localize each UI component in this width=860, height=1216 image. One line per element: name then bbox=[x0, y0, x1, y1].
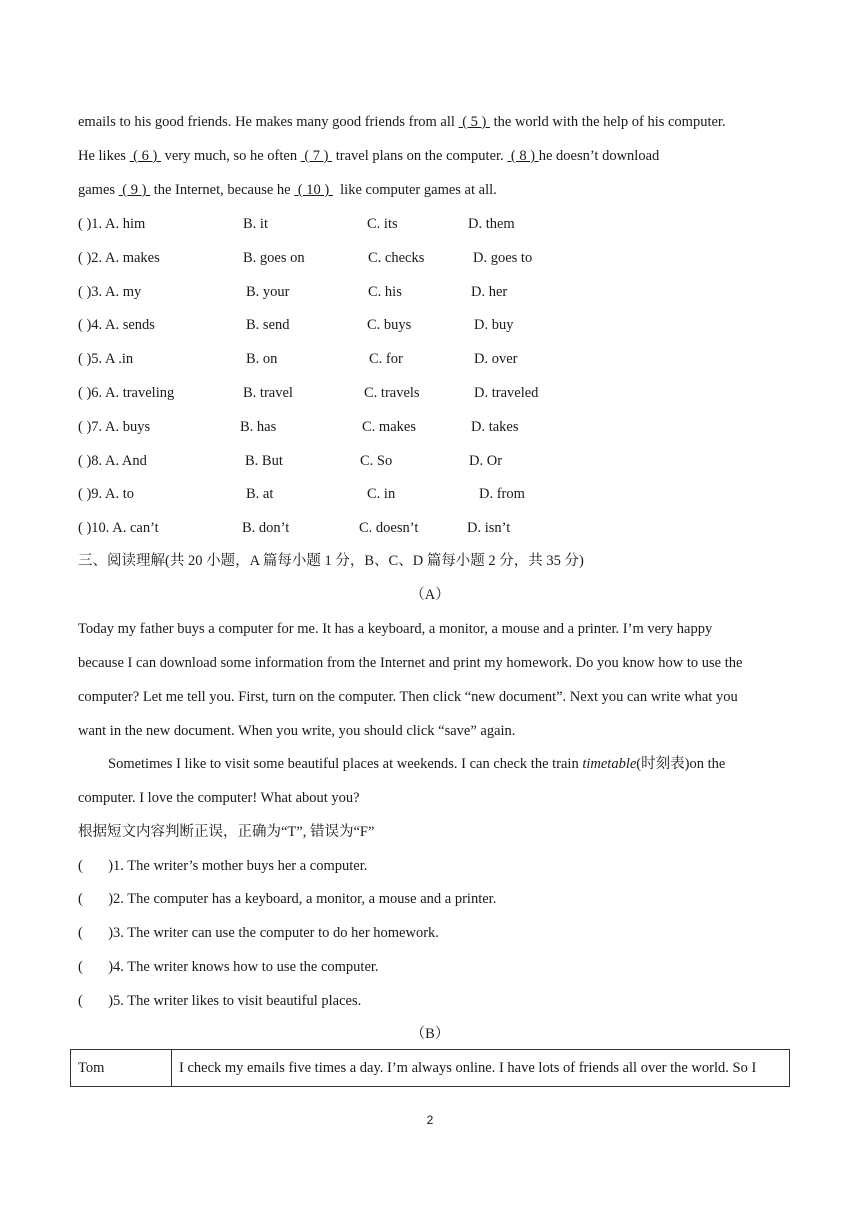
option-c: C. checks bbox=[368, 250, 425, 266]
para1-line-4: want in the new document. When you write, you should click “save” again. bbox=[78, 723, 516, 739]
text: the Internet, because he bbox=[150, 182, 295, 198]
text: very much, so he often bbox=[160, 148, 301, 164]
option-c: C. in bbox=[367, 486, 396, 502]
text: the world with the help of his computer. bbox=[489, 114, 726, 130]
option-d: D. isn’t bbox=[467, 520, 511, 536]
option-d: D. goes to bbox=[473, 250, 533, 266]
question-text: ( )7. A. buys bbox=[78, 419, 151, 435]
question-text: ( )10. A. can’t bbox=[78, 520, 159, 536]
option-d: D. over bbox=[474, 351, 518, 367]
option-d: D. buy bbox=[474, 317, 514, 333]
italic-word: timetable bbox=[582, 756, 637, 772]
para1-line-3: computer? Let me tell you. First, turn on the computer. Then click “new document”. Next you can write what you bbox=[78, 689, 738, 705]
question-text: ( )8. A. And bbox=[78, 453, 147, 469]
option-d: D. Or bbox=[469, 453, 503, 469]
option-b: B. But bbox=[245, 453, 283, 469]
text: Sometimes I like to visit some beautiful places at weekends. I can check the train bbox=[108, 756, 583, 772]
cloze-question-1 bbox=[78, 214, 778, 234]
option-b: B. has bbox=[240, 419, 277, 435]
passage-line-3 bbox=[78, 180, 497, 200]
tf-question-5: ( )5. The writer likes to visit beautiful places. bbox=[78, 993, 362, 1009]
text: He likes bbox=[78, 148, 130, 164]
option-b: B. goes on bbox=[243, 250, 305, 266]
option-c: C. for bbox=[369, 351, 403, 367]
para1-line-1: Today my father buys a computer for me. It has a keyboard, a monitor, a mouse and a printer. I’m very happy bbox=[78, 621, 713, 637]
tf-question-3: ( )3. The writer can use the computer to do her homework. bbox=[78, 925, 439, 941]
blank-7: ( 7 ) bbox=[300, 148, 333, 164]
cloze-question-7 bbox=[78, 417, 778, 437]
passage-line-2 bbox=[78, 146, 659, 166]
option-c: C. his bbox=[368, 284, 402, 300]
table-cell-name: Tom bbox=[71, 1050, 172, 1087]
option-c: C. buys bbox=[367, 317, 412, 333]
question-text: ( )9. A. to bbox=[78, 486, 134, 502]
question-text: ( )6. A. traveling bbox=[78, 385, 175, 401]
option-c: C. makes bbox=[362, 419, 416, 435]
cloze-question-5 bbox=[78, 349, 778, 369]
blank-8: ( 8 ) bbox=[507, 148, 539, 164]
passage-line-1 bbox=[78, 112, 726, 132]
blank-10: ( 10 ) bbox=[294, 182, 333, 198]
option-c: C. So bbox=[360, 453, 393, 469]
question-text: ( )2. A. makes bbox=[78, 250, 160, 266]
cloze-question-3 bbox=[78, 282, 778, 302]
option-c: C. doesn’t bbox=[359, 520, 419, 536]
cloze-question-2 bbox=[78, 248, 778, 268]
tf-question-2: ( )2. The computer has a keyboard, a monitor, a mouse and a printer. bbox=[78, 891, 497, 907]
question-text: ( )3. A. my bbox=[78, 284, 142, 300]
text: he doesn’t download bbox=[538, 148, 660, 164]
question-text: ( )4. A. sends bbox=[78, 317, 155, 333]
part-b-label: （B） bbox=[410, 1026, 450, 1042]
tf-question-1: ( )1. The writer’s mother buys her a computer. bbox=[78, 858, 368, 874]
cloze-question-10 bbox=[78, 518, 778, 538]
page-number: 2 bbox=[426, 1113, 434, 1127]
cloze-question-8 bbox=[78, 451, 778, 471]
option-d: D. her bbox=[471, 284, 508, 300]
option-b: B. it bbox=[243, 216, 268, 232]
text: emails to his good friends. He makes many good friends from all bbox=[78, 114, 459, 130]
text: (时刻表)on the bbox=[636, 756, 726, 772]
part-a-label: （A） bbox=[410, 587, 450, 603]
text: games bbox=[78, 182, 119, 198]
option-c: C. its bbox=[367, 216, 398, 232]
option-b: B. at bbox=[246, 486, 274, 502]
option-b: B. on bbox=[246, 351, 278, 367]
part-b-table bbox=[70, 1049, 790, 1087]
para2-line-2: computer. I love the computer! What about you? bbox=[78, 790, 360, 806]
tf-instruction: 根据短文内容判断正误，正确为“T”, 错误为“F” bbox=[78, 824, 375, 840]
cloze-question-4 bbox=[78, 315, 778, 335]
option-c: C. travels bbox=[364, 385, 420, 401]
question-text: ( )1. A. him bbox=[78, 216, 146, 232]
blank-9: ( 9 ) bbox=[118, 182, 151, 198]
para1-line-2: because I can download some information from the Internet and print my homework. Do you know how to use the bbox=[78, 655, 743, 671]
option-b: B. travel bbox=[243, 385, 293, 401]
question-text: ( )5. A .in bbox=[78, 351, 134, 367]
cloze-question-9 bbox=[78, 484, 778, 504]
cloze-question-6 bbox=[78, 383, 778, 403]
blank-5: ( 5 ) bbox=[458, 114, 490, 130]
para2-line-1 bbox=[108, 754, 725, 774]
text: like computer games at all. bbox=[332, 182, 497, 198]
blank-6: ( 6 ) bbox=[129, 148, 161, 164]
table-cell-text: I check my emails five times a day. I’m always online. I have lots of friends all over the world. So I bbox=[172, 1050, 790, 1087]
option-d: D. takes bbox=[471, 419, 519, 435]
table-row bbox=[71, 1050, 790, 1087]
option-d: D. them bbox=[468, 216, 515, 232]
section-heading: 三、阅读理解(共 20 小题，A 篇每小题 1 分，B、C、D 篇每小题 2 分，共 35 分) bbox=[78, 553, 584, 569]
option-b: B. send bbox=[246, 317, 290, 333]
option-d: D. traveled bbox=[474, 385, 539, 401]
tf-question-4: ( )4. The writer knows how to use the computer. bbox=[78, 959, 379, 975]
option-b: B. your bbox=[246, 284, 290, 300]
text: travel plans on the computer. bbox=[332, 148, 508, 164]
option-d: D. from bbox=[479, 486, 525, 502]
option-b: B. don’t bbox=[242, 520, 290, 536]
